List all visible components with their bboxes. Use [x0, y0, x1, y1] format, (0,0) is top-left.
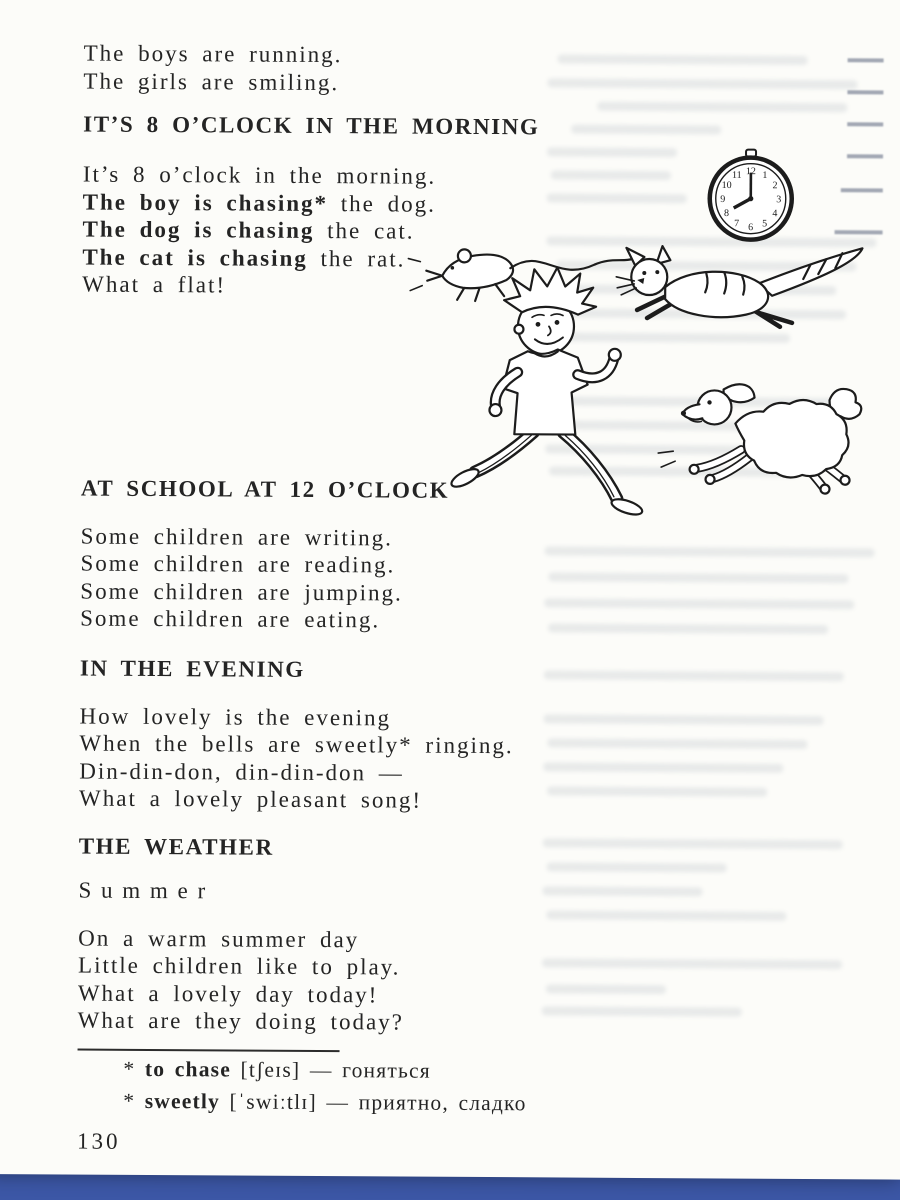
poem-line: On a warm summer day: [78, 925, 360, 952]
evening-poem: [79, 702, 868, 817]
poem-line: Some children are reading.: [80, 550, 396, 578]
school-poem: [80, 522, 869, 637]
footnote-text: [ˈswiːtlɪ] — приятно, сладко: [219, 1088, 527, 1115]
svg-text:12: 12: [745, 166, 756, 178]
poem-line: How lovely is the evening: [79, 703, 392, 730]
svg-text:9: 9: [720, 193, 726, 205]
footnote-term: sweetly: [144, 1088, 221, 1113]
bold-phrase: The boy is chasing*: [82, 189, 329, 216]
poem-line: What a lovely pleasant song!: [79, 785, 423, 813]
section-heading-morning: IT’S 8 O’CLOCK IN THE MORNING: [83, 111, 540, 140]
footnote-text: [tʃeɪs] — гоняться: [230, 1056, 431, 1083]
subheading-summer: S u m m e r: [78, 877, 208, 903]
poem-line: When the bells are sweetly* ringing.: [79, 730, 514, 759]
poem-line: What a flat!: [82, 271, 227, 298]
poem-line: Some children are eating.: [80, 605, 381, 633]
phrase-rest: the dog.: [328, 190, 437, 217]
intro-line: The boys are running.: [83, 40, 343, 68]
bold-phrase: The cat is chasing: [82, 244, 308, 271]
clock-center: [748, 196, 753, 201]
footnote-term: to chase: [144, 1056, 232, 1081]
svg-text:4: 4: [772, 208, 778, 220]
poem-line: What a lovely day today!: [77, 980, 379, 1007]
poem-line: Some children are writing.: [80, 523, 394, 550]
dog-icon: [658, 384, 861, 494]
footnote-marker: *: [123, 1056, 146, 1081]
svg-text:8: 8: [723, 207, 730, 220]
page-number: 130: [76, 1128, 121, 1154]
footnotes-block: [77, 1048, 865, 1119]
bold-phrase: The dog is chasing: [82, 216, 315, 243]
boy-icon: [449, 267, 646, 518]
section-heading-school: AT SCHOOL AT 12 O’CLOCK: [80, 475, 450, 503]
svg-text:3: 3: [776, 194, 782, 206]
svg-text:10: 10: [721, 179, 732, 192]
svg-text:2: 2: [772, 180, 778, 192]
svg-text:7: 7: [734, 218, 740, 230]
poem-line: Some children are jumping.: [80, 578, 403, 606]
footnote-marker: *: [123, 1088, 145, 1113]
footnote-rule: [78, 1048, 340, 1052]
poem-line: Little children like to play.: [77, 952, 401, 980]
section-heading-evening: IN THE EVENING: [79, 655, 305, 682]
svg-text:1: 1: [762, 170, 768, 182]
poem-line: What are they doing today?: [77, 1007, 404, 1035]
svg-text:5: 5: [762, 218, 768, 230]
phrase-rest: the rat.: [307, 245, 406, 272]
poem-line: It’s 8 o’clock in the morning.: [82, 161, 437, 189]
weather-poem: [78, 924, 867, 1039]
chase-scene-illustration: [405, 236, 879, 537]
svg-text:11: 11: [732, 169, 742, 181]
clock-icon: [702, 147, 799, 244]
cat-icon: [616, 246, 862, 328]
footnote: [77, 1055, 865, 1087]
footnote: [77, 1087, 865, 1119]
section-heading-weather: THE WEATHER: [78, 833, 274, 860]
svg-text:6: 6: [748, 222, 754, 234]
poem-line: Din-din-don, din-din-don —: [79, 758, 404, 786]
intro-block: [83, 40, 871, 100]
phrase-rest: the cat.: [314, 217, 415, 244]
intro-line: The girls are smiling.: [83, 68, 340, 95]
